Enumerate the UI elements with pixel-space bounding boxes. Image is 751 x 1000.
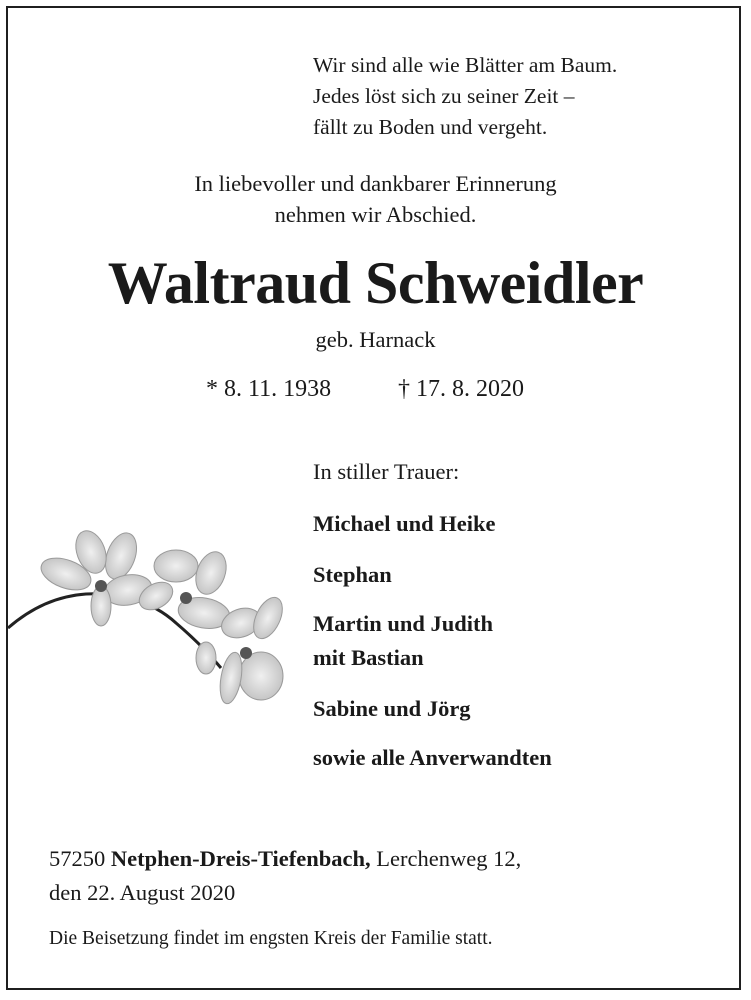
intro-text bbox=[0, 168, 751, 230]
orchid-branch-icon bbox=[6, 528, 296, 728]
mourner-entry bbox=[313, 607, 493, 675]
poem-line: Jedes löst sich zu seiner Zeit – bbox=[313, 84, 575, 108]
address-block bbox=[49, 842, 521, 910]
mourners-heading: In stiller Trauer: bbox=[313, 459, 460, 484]
mourner-entry-line: mit Bastian bbox=[313, 645, 424, 670]
poem-line: Wir sind alle wie Blätter am Baum. bbox=[313, 53, 618, 77]
mourner-entry: Stephan bbox=[313, 562, 392, 587]
postcode: 57250 bbox=[49, 846, 106, 871]
address-line bbox=[49, 842, 521, 876]
deceased-name: Waltraud Schweidler bbox=[107, 250, 644, 316]
poem-line: fällt zu Boden und vergeht. bbox=[313, 115, 548, 139]
poem-verse bbox=[313, 50, 617, 143]
mourner-entry: Sabine und Jörg bbox=[313, 696, 471, 721]
date-line: den 22. August 2020 bbox=[49, 880, 236, 905]
street: Lerchenweg 12, bbox=[376, 846, 522, 871]
funeral-note: Die Beisetzung findet im engsten Kreis der Familie statt. bbox=[49, 928, 493, 949]
birth-date: * 8. 11. 1938 bbox=[206, 376, 332, 402]
mourner-entry: Michael und Heike bbox=[313, 511, 496, 536]
death-date: † 17. 8. 2020 bbox=[398, 376, 524, 402]
intro-line: In liebevoller und dankbarer Erinnerung bbox=[194, 171, 557, 196]
mourner-entry: sowie alle Anverwandten bbox=[313, 745, 552, 770]
birth-name: geb. Harnack bbox=[315, 327, 436, 352]
intro-line: nehmen wir Abschied. bbox=[274, 202, 477, 227]
mourner-entry-line: Martin und Judith bbox=[313, 611, 494, 636]
town: Netphen-Dreis-Tiefenbach, bbox=[110, 846, 371, 871]
